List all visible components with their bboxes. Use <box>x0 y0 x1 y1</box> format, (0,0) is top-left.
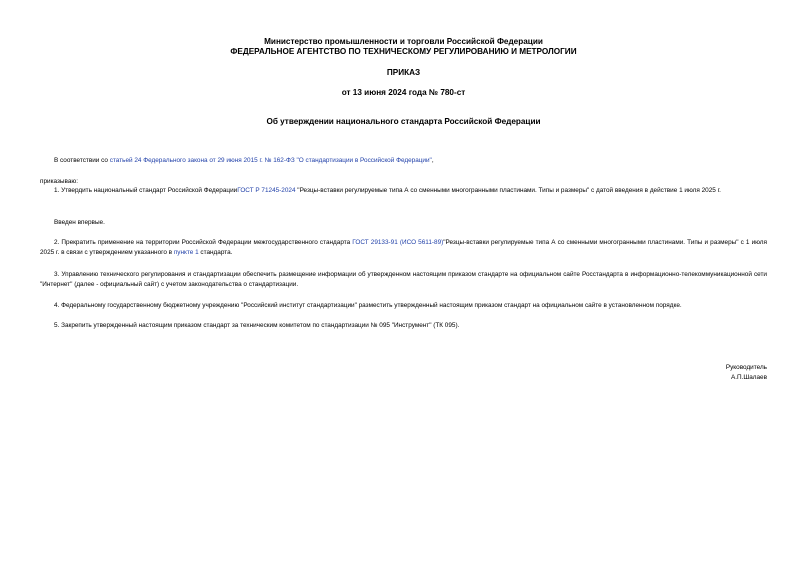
law-link[interactable]: статьей 24 Федерального закона от 29 июня 2015 г. № 162-ФЗ "О стандартизации в Российской Федерации" <box>109 157 432 164</box>
item-2-suffix: стандарта. <box>198 249 233 257</box>
signatory-role: Руководитель <box>725 364 767 371</box>
order-date-number: от 13 июня 2024 года № 780-ст <box>341 88 466 97</box>
order-subject: Об утверждении национального стандарта Российской Федерации <box>266 117 541 126</box>
order-word: приказываю: <box>40 178 78 185</box>
basis-prefix: В соответствии со <box>54 157 110 164</box>
document-type: ПРИКАЗ <box>386 68 421 77</box>
gost-29133-link[interactable]: ГОСТ 29133-91 (ИСО 5611-89) <box>352 239 444 246</box>
ministry-name: Министерство промышленности и торговли Российской Федерации <box>264 37 543 46</box>
item-5-paragraph: 5. Закрепить утвержденный настоящим приказом стандарт за техническим комитетом по стандартизации № 095 "Инструмент" (ТК 095). <box>54 322 460 329</box>
item-2-paragraph <box>40 238 767 258</box>
legal-basis-paragraph <box>40 156 767 166</box>
introduced-note: Введен впервые. <box>54 219 105 226</box>
signatory-name: А.П.Шалаев <box>730 374 767 381</box>
item-1-reference-link[interactable]: пункте 1 <box>173 249 199 257</box>
agency-name: ФЕДЕРАЛЬНОЕ АГЕНТСТВО ПО ТЕХНИЧЕСКОМУ РЕГУЛИРОВАНИЮ И МЕТРОЛОГИИ <box>230 47 577 56</box>
item-1-suffix: "Резцы-вставки регулируемые типа А со сменными многогранными пластинами. Типы и размеры" с датой введения в действие 1 июля 2025 г. <box>295 187 721 194</box>
basis-suffix: , <box>431 157 434 164</box>
item-1-prefix: 1. Утвердить национальный стандарт Российской Федерации <box>54 187 238 194</box>
item-2-middle: "Резцы-вставки регулируемые типа А со сменными многогранными пластинами. Типы и размеры" с 1 июля 2025 г. в связи с утверждением указанного в <box>40 239 767 257</box>
gost-r-71245-link[interactable]: ГОСТ Р 71245-2024 <box>237 187 296 194</box>
item-3-paragraph: 3. Управлению технического регулирования и стандартизации обеспечить размещение информации об утвержденном настоящим приказом стандарте на официальном сайте Росстандарта в информационно-телекоммуникационной сети "Интернет" (далее - официальный сайт) с учетом законодательства о стандартизации. <box>40 271 767 289</box>
item-4-paragraph: 4. Федеральному государственному бюджетному учреждению "Российский институт стандартизации" разместить утвержденный настоящим приказом стандарт на официальном сайте в установленном порядке. <box>54 302 682 309</box>
item-2-prefix: 2. Прекратить применение на территории Российской Федерации межгосударственного стандарта <box>54 239 353 246</box>
item-1-paragraph <box>40 186 767 196</box>
